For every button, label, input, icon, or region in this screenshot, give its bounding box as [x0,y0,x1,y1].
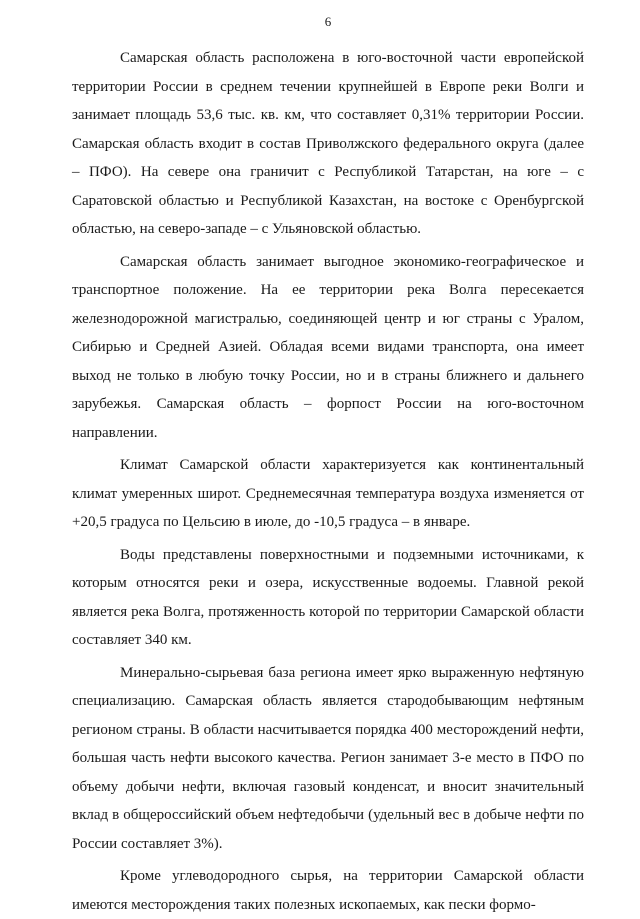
paragraph-mineral-resources: Минерально-сырьевая база региона имеет ярко выраженную нефтяную специализацию. Самарская область является стародобывающим нефтяным регионом страны. В области насчитывается порядка 400 месторождений нефти, большая часть нефти высокого качества. Регион занимает 3-е место в ПФО по объему добычи нефти, включая газовый конденсат, и вносит значительный вклад в общероссийский объем нефтедобычи (удельный вес в добыче нефти по России составляет 3%). [72,664,584,852]
paragraph-other-minerals: Кроме углеводородного сырья, на территории Самарской области имеются месторождения таких полезных ископаемых, как пески формо- [72,868,584,913]
paragraph-waters: Воды представлены поверхностными и подземными источниками, к которым относятся реки и озера, искусственные водоемы. Главной рекой является река Волга, протяженность которой по территории Самарской области составляет 340 км. [72,546,584,648]
page-number: 6 [324,14,332,29]
paragraph-location: Самарская область расположена в юго-восточной части европейской территории России в среднем течении крупнейшей в Европе реки Волги и занимает площадь 53,6 тыс. кв. км, что составляет 0,31% территории России. Самарская область входит в состав Приволжского федерального округа (далее – ПФО). На севере она граничит с Республикой Татарстан, на юге – с Саратовской областью и Республикой Казахстан, на востоке с Оренбургской областью, на северо-западе – с Ульяновской областью. [72,50,584,237]
paragraph-economic-position: Самарская область занимает выгодное экономико-географическое и транспортное положение. На ее территории река Волга пересекается железнодорожной магистралью, соединяющей центр и юг страны с Уралом, Сибирью и Средней Азией. Обладая всеми видами транспорта, она имеет выход не только в любую точку России, но и в страны ближнего и дальнего зарубежья. Самарская область – форпост России на юго-восточном направлении. [72,253,584,441]
paragraph-climate: Климат Самарской области характеризуется как континентальный климат умеренных широт. Среднемесячная температура воздуха изменяется от +20,5 градуса по Цельсию в июле, до -10,5 градуса – в январе. [72,457,584,530]
